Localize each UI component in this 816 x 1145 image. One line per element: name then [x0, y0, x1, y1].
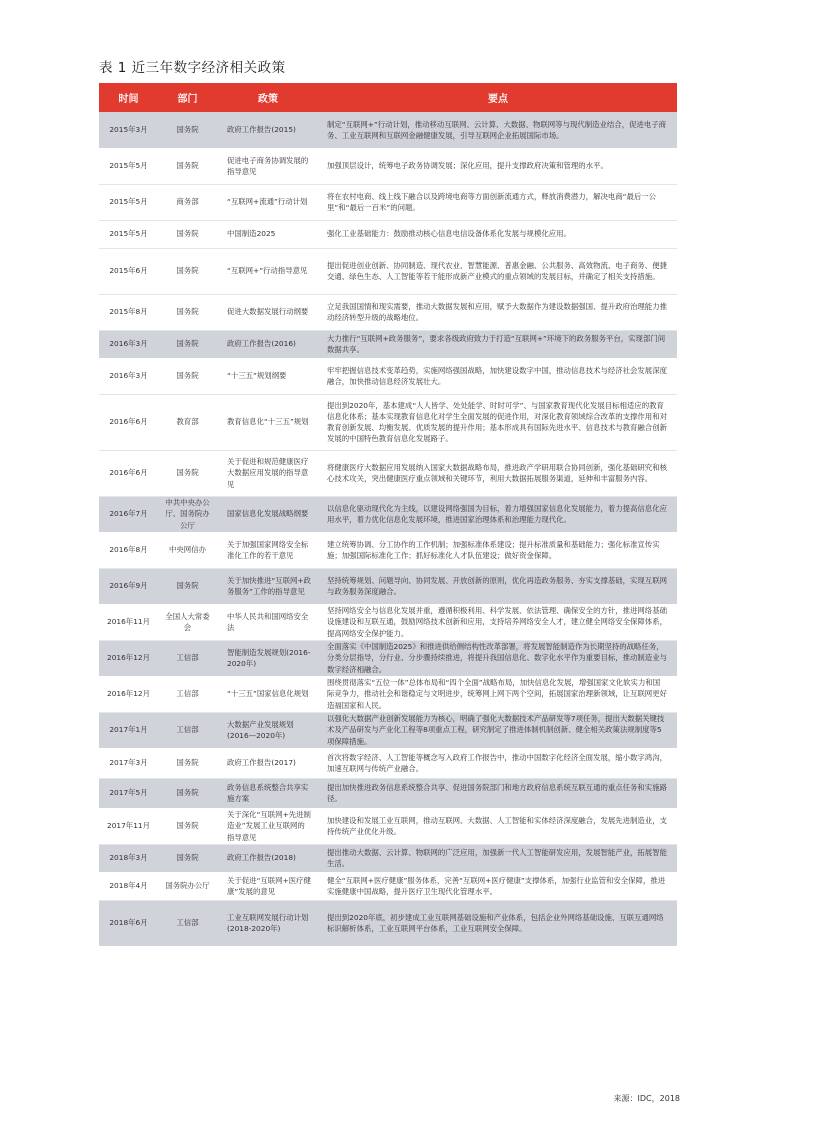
row-time: 2015年5月: [99, 148, 158, 184]
row-time: 2016年12月: [99, 640, 158, 676]
row-policy: 政府工作报告(2015): [217, 112, 319, 148]
row-points: 提出促进创业创新、协同制造、现代农业、智慧能源、普惠金融、公共服务、高效物流、电子商务、便捷交通、绿色生态、人工智能等若干能形成新产业模式的重点领域的发展目标，并确定了相关支持措施。: [319, 248, 677, 294]
row-time: 2016年6月: [99, 450, 158, 496]
row-time: 2018年4月: [99, 872, 158, 900]
row-policy: 政府工作报告(2018): [217, 844, 319, 872]
row-policy: “互联网+流通”行动计划: [217, 184, 319, 220]
row-points: 全面落实《中国制造2025》和推进供给侧结构性改革部署，将发展智能制造作为长期坚持的战略任务，分类分层指导，分行业、分步骤持续推进，将提升我国信息化、数字化水平作为重要目标，推动制造业与数字经济相融合。: [319, 640, 677, 676]
row-points: 加快建设和发展工业互联网，推动互联网、大数据、人工智能和实体经济深度融合，发展先进制造业，支持传统产业优化升级。: [319, 808, 677, 844]
row-points: 提出加快推进政务信息系统整合共享、促进国务院部门和地方政府信息系统互联互通的重点任务和实施路径。: [319, 778, 677, 808]
header-policy: 政策: [217, 83, 319, 112]
table-row: [99, 676, 677, 712]
row-time: 2016年11月: [99, 604, 158, 640]
row-points: 提出到2020年底，初步建成工业互联网基础设施和产业体系，包括企业外网络基础设施、互联互通网络标识解析体系，工业互联网平台体系，工业互联网安全保障。: [319, 900, 677, 946]
row-policy: 促进大数据发展行动纲要: [217, 294, 319, 330]
row-time: 2016年3月: [99, 358, 158, 394]
row-dept: 中共中央办公厅、国务院办公厅: [158, 496, 217, 532]
table-row: [99, 450, 677, 496]
row-dept: 国务院办公厅: [158, 872, 217, 900]
row-time: 2015年6月: [99, 248, 158, 294]
row-points: 将在农村电商、线上线下融合以及跨境电商等方面创新流通方式，释放消费潜力，解决电商“最后一公里”和“最后一百米”的问题。: [319, 184, 677, 220]
row-dept: 国务院: [158, 748, 217, 778]
row-policy: 国家信息化发展战略纲要: [217, 496, 319, 532]
row-dept: 工信部: [158, 640, 217, 676]
row-dept: 国务院: [158, 844, 217, 872]
table-row: [99, 900, 677, 946]
source-note: 来源：IDC，2018: [613, 1094, 680, 1103]
row-time: 2015年8月: [99, 294, 158, 330]
header-time: 时间: [99, 83, 158, 112]
row-dept: 工信部: [158, 676, 217, 712]
row-policy: 促进电子商务协调发展的指导意见: [217, 148, 319, 184]
row-policy: 政府工作报告(2017): [217, 748, 319, 778]
row-policy: 关于加快推进“互联网+政务服务”工作的指导意见: [217, 568, 319, 604]
table-row: [99, 844, 677, 872]
row-time: 2015年3月: [99, 112, 158, 148]
row-time: 2018年3月: [99, 844, 158, 872]
row-points: 牢牢把握信息技术变革趋势，实施网络强国战略，加快建设数字中国，推动信息技术与经济社会发展深度融合，加快推动信息经济发展壮大。: [319, 358, 677, 394]
row-policy: 教育信息化“十三五”规划: [217, 394, 319, 450]
row-points: 以强化大数据产业创新发展能力为核心，明确了强化大数据技术产品研发等7项任务，提出大数据关键技术及产品研发与产业化工程等8项重点工程，研究制定了推进体制机制创新、健全相关政策法规制度等5项保障措施。: [319, 712, 677, 748]
row-time: 2016年12月: [99, 676, 158, 712]
row-policy: 关于促进和规范健康医疗大数据应用发展的指导意见: [217, 450, 319, 496]
row-points: 制定“互联网+”行动计划，推动移动互联网、云计算、大数据、物联网等与现代制造业结合，促进电子商务、工业互联网和互联网金融健康发展，引导互联网企业拓展国际市场。: [319, 112, 677, 148]
table-row: [99, 294, 677, 330]
row-points: 首次将数字经济、人工智能等概念写入政府工作报告中，推动中国数字化经济全面发展，缩小数字鸿沟，加速互联网与传统产业融合。: [319, 748, 677, 778]
row-points: 大力推行“互联网+政务服务”，要求各级政府致力于打造“互联网+”环境下的政务服务平台，实现部门间数据共享。: [319, 330, 677, 358]
row-points: 立足我国国情和现实需要，推动大数据发展和应用，赋予大数据作为建设数据强国、提升政府治理能力推动经济转型升级的战略地位。: [319, 294, 677, 330]
row-time: 2015年5月: [99, 184, 158, 220]
row-dept: 国务院: [158, 568, 217, 604]
row-points: 坚持网络安全与信息化发展并重，遵循积极利用、科学发展、依法管理、确保安全的方针，推进网络基础设施建设和互联互通，鼓励网络技术创新和应用，支持培养网络安全人才，建立健全网络安全保障体系，提高网络安全保护能力。: [319, 604, 677, 640]
table-row: [99, 330, 677, 358]
row-dept: 工信部: [158, 712, 217, 748]
row-dept: 教育部: [158, 394, 217, 450]
table-row: [99, 532, 677, 568]
row-dept: 国务院: [158, 294, 217, 330]
row-dept: 工信部: [158, 900, 217, 946]
row-policy: “互联网+”行动指导意见: [217, 248, 319, 294]
row-dept: 国务院: [158, 220, 217, 248]
row-policy: 关于加强国家网络安全标准化工作的若干意见: [217, 532, 319, 568]
page-title: 表 1 近三年数字经济相关政策: [99, 60, 286, 76]
table-row: [99, 112, 677, 148]
row-points: 将健康医疗大数据应用发展纳入国家大数据战略布局，推进政产学研用联合协同创新，强化基础研究和核心技术攻关，突出健康医疗重点领域和关键环节，利用大数据拓展服务渠道，延伸和丰富服务内容。: [319, 450, 677, 496]
table-row: [99, 712, 677, 748]
table-row: [99, 358, 677, 394]
row-points: 以信息化驱动现代化为主线，以建设网络强国为目标，着力增强国家信息化发展能力，着力提高信息化应用水平，着力优化信息化发展环境，推进国家治理体系和治理能力现代化。: [319, 496, 677, 532]
row-points: 坚持统筹规划、问题导向、协同发展、开放创新的原则，优化再造政务服务、夯实支撑基础，实现互联网与政务服务深度融合。: [319, 568, 677, 604]
row-time: 2016年6月: [99, 394, 158, 450]
row-dept: 国务院: [158, 778, 217, 808]
row-policy: 政务信息系统整合共享实施方案: [217, 778, 319, 808]
table-row: [99, 640, 677, 676]
row-policy: 大数据产业发展规划(2016—2020年): [217, 712, 319, 748]
row-policy: 关于深化“互联网+先进制造业”发展工业互联网的指导意见: [217, 808, 319, 844]
row-dept: 国务院: [158, 808, 217, 844]
row-dept: 国务院: [158, 358, 217, 394]
row-points: 围绕贯彻落实“五位一体”总体布局和“四个全面”战略布局，加快信息化发展，增强国家文化软实力和国际竞争力，推动社会和谐稳定与文明进步，统筹网上网下两个空间，拓展国家治理新领域，让互联网更好造福国家和人民。: [319, 676, 677, 712]
row-policy: 中华人民共和国网络安全法: [217, 604, 319, 640]
table-row: [99, 604, 677, 640]
table-row: [99, 778, 677, 808]
row-time: 2018年6月: [99, 900, 158, 946]
row-points: 加强顶层设计，统筹电子政务协调发展；深化应用，提升支撑政府决策和管理的水平。: [319, 148, 677, 184]
table-row: [99, 808, 677, 844]
row-dept: 国务院: [158, 248, 217, 294]
row-points: 健全“互联网+医疗健康”服务体系，完善“互联网+医疗健康”支撑体系，加强行业监管和安全保障，推进实施健康中国战略，提升医疗卫生现代化管理水平。: [319, 872, 677, 900]
row-points: 强化工业基础能力：鼓励推动核心信息电信设备体系化发展与规模化应用。: [319, 220, 677, 248]
row-time: 2017年3月: [99, 748, 158, 778]
row-dept: 国务院: [158, 148, 217, 184]
row-time: 2016年3月: [99, 330, 158, 358]
row-policy: 智能制造发展规划(2016-2020年): [217, 640, 319, 676]
row-points: 提出推动大数据、云计算、物联网的广泛应用，加强新一代人工智能研发应用，发展智能产业，拓展智能生活。: [319, 844, 677, 872]
row-policy: 关于促进“互联网+医疗健康”发展的意见: [217, 872, 319, 900]
row-time: 2016年7月: [99, 496, 158, 532]
row-points: 提出到2020年，基本建成“人人皆学、处处能学、时时可学”、与国家教育现代化发展目标相适应的教育信息化体系；基本实现教育信息化对学生全面发展的促进作用，对深化教育领域综合改革的支撑作用和对教育创新发展、均衡发展、优质发展的提升作用；基本形成具有国际先进水平、信息技术与教育融合创新发展的中国特色教育信息化发展路子。: [319, 394, 677, 450]
row-dept: 商务部: [158, 184, 217, 220]
row-time: 2017年1月: [99, 712, 158, 748]
row-policy: 政府工作报告(2016): [217, 330, 319, 358]
header-dept: 部门: [158, 83, 217, 112]
row-policy: 工业互联网发展行动计划(2018-2020年): [217, 900, 319, 946]
header-points: 要点: [319, 83, 677, 112]
row-dept: 国务院: [158, 450, 217, 496]
table-row: [99, 394, 677, 450]
row-time: 2016年8月: [99, 532, 158, 568]
row-time: 2015年5月: [99, 220, 158, 248]
row-policy: 中国制造2025: [217, 220, 319, 248]
row-policy: “十三五”国家信息化规划: [217, 676, 319, 712]
row-policy: “十三五”规划纲要: [217, 358, 319, 394]
row-time: 2017年11月: [99, 808, 158, 844]
table-row: [99, 148, 677, 184]
row-points: 建立统筹协调、分工协作的工作机制；加强标准体系建设；提升标准质量和基础能力；强化标准宣传实施；加强国际标准化工作；抓好标准化人才队伍建设；做好资金保障。: [319, 532, 677, 568]
row-dept: 国务院: [158, 330, 217, 358]
row-dept: 全国人大常委会: [158, 604, 217, 640]
table-row: [99, 496, 677, 532]
table-row: [99, 248, 677, 294]
table-row: [99, 220, 677, 248]
row-time: 2016年9月: [99, 568, 158, 604]
table-header-row: [99, 83, 677, 112]
policy-table: [99, 83, 677, 947]
row-dept: 国务院: [158, 112, 217, 148]
table-row: [99, 748, 677, 778]
table-row: [99, 568, 677, 604]
table-row: [99, 872, 677, 900]
row-time: 2017年5月: [99, 778, 158, 808]
table-row: [99, 184, 677, 220]
row-dept: 中央网信办: [158, 532, 217, 568]
